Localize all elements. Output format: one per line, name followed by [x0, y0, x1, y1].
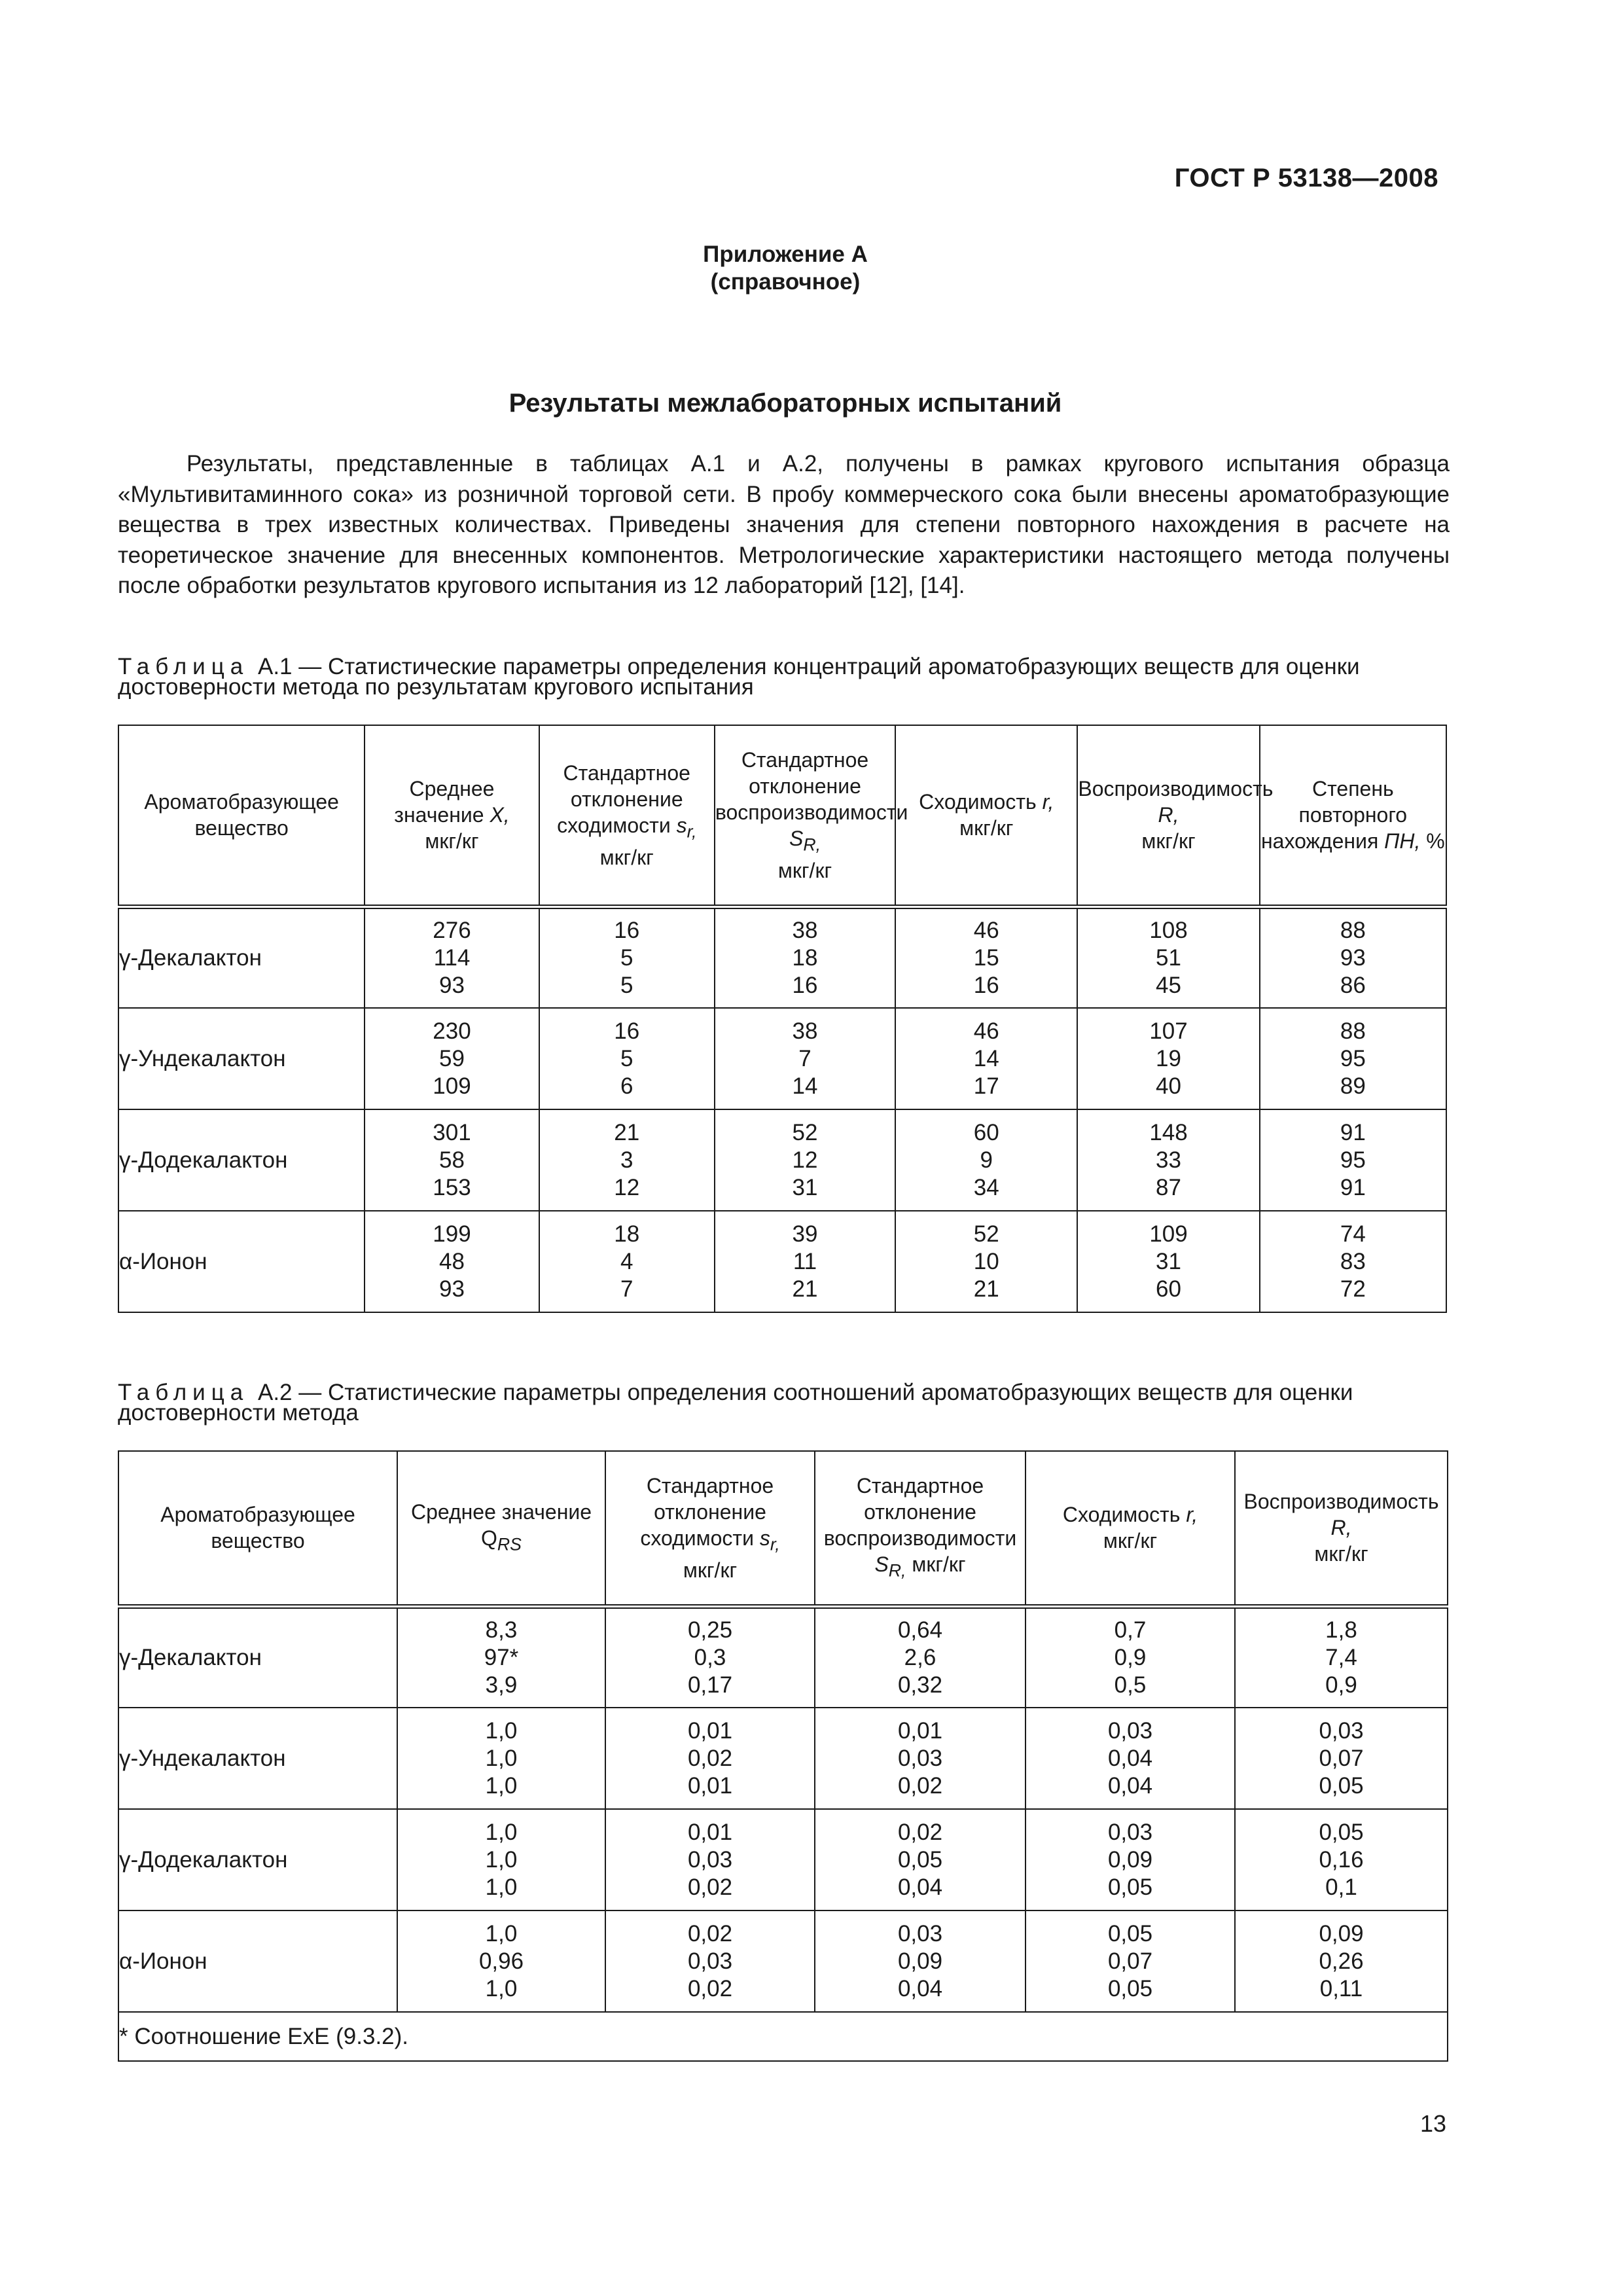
cell-value: 58 [439, 1147, 465, 1173]
substance-name: γ-Додекалактон [118, 1109, 365, 1211]
table1 [118, 725, 1447, 1313]
cell-mean [397, 1910, 605, 2012]
cell-pn [1260, 906, 1446, 1008]
cell-sr [539, 906, 715, 1008]
cell-sr [605, 1606, 815, 1708]
table2-header-row [118, 1451, 1448, 1606]
cell-value: 95 [1340, 1045, 1366, 1071]
table1-header-sR: Стандартное отклонение воспроизводимости $S_{R,}$ мкг/кг [715, 725, 895, 906]
table-row [118, 1606, 1448, 1708]
cell-value: 301 [433, 1119, 471, 1145]
cell-value: 0,02 [687, 1745, 733, 1771]
cell-value: 0,9 [1325, 1672, 1357, 1698]
cell-r [895, 1211, 1077, 1312]
table2-header-substance: Ароматобразующее вещество [118, 1451, 397, 1606]
cell-sR [815, 1910, 1026, 2012]
substance-name: γ-Ундекалактон [118, 1708, 397, 1809]
cell-r [895, 906, 1077, 1008]
cell-value: 18 [792, 944, 818, 971]
cell-value: 0,05 [1319, 1819, 1364, 1845]
cell-value: 0,03 [687, 1948, 733, 1974]
cell-value: 0,96 [478, 1948, 524, 1974]
cell-value: 51 [1156, 944, 1181, 971]
cell-value: 0,02 [687, 1874, 733, 1900]
cell-value: 31 [1156, 1248, 1181, 1274]
table-row [118, 1708, 1448, 1809]
cell-r [895, 1008, 1077, 1109]
cell-R [1235, 1606, 1448, 1708]
cell-sR [815, 1809, 1026, 1910]
appendix-title [0, 241, 1571, 296]
table-row [118, 1211, 1446, 1312]
cell-sR [715, 1008, 895, 1109]
cell-value: 0,1 [1325, 1874, 1357, 1900]
cell-value: 0,09 [1319, 1920, 1364, 1946]
cell-value: 40 [1156, 1073, 1181, 1099]
cell-value: 93 [1340, 944, 1366, 971]
cell-value: 109 [1149, 1221, 1188, 1247]
cell-value: 16 [614, 917, 640, 943]
cell-mean [365, 906, 539, 1008]
cell-value: 0,17 [687, 1672, 733, 1698]
cell-value: 87 [1156, 1174, 1181, 1200]
cell-value: 109 [433, 1073, 471, 1099]
cell-sR [715, 1109, 895, 1211]
cell-value: 0,01 [687, 1772, 733, 1799]
cell-value: 0,32 [897, 1672, 943, 1698]
cell-value: 0,02 [687, 1975, 733, 2001]
cell-value: 0,04 [1107, 1772, 1153, 1799]
table-row [118, 1809, 1448, 1910]
table1-header-R: Воспроизводимость R, мкг/кг [1077, 725, 1259, 906]
cell-value: 5 [620, 944, 633, 971]
cell-value: 60 [1156, 1276, 1181, 1302]
cell-value: 93 [439, 972, 465, 998]
substance-name: γ-Декалактон [118, 1606, 397, 1708]
substance-name: γ-Декалактон [118, 906, 365, 1008]
cell-value: 12 [792, 1147, 818, 1173]
cell-value: 107 [1149, 1018, 1188, 1044]
cell-value: 21 [973, 1276, 999, 1302]
cell-value: 5 [620, 1045, 633, 1071]
cell-mean [397, 1708, 605, 1809]
cell-r [1026, 1809, 1235, 1910]
cell-value: 0,09 [897, 1948, 943, 1974]
cell-value: 95 [1340, 1147, 1366, 1173]
table2-caption [118, 1380, 1450, 1426]
cell-value: 0,05 [1319, 1772, 1364, 1799]
cell-value: 0,03 [687, 1846, 733, 1873]
cell-value: 0,03 [1107, 1717, 1153, 1744]
cell-value: 72 [1340, 1276, 1366, 1302]
cell-r [1026, 1910, 1235, 2012]
cell-pn [1260, 1211, 1446, 1312]
cell-r [1026, 1708, 1235, 1809]
cell-R [1077, 1008, 1259, 1109]
cell-value: 0,02 [897, 1819, 943, 1845]
cell-value: 11 [793, 1248, 817, 1274]
page-number: 13 [1419, 2110, 1446, 2137]
cell-value: 0,03 [1107, 1819, 1153, 1845]
cell-value: 52 [792, 1119, 818, 1145]
table1-label: Таблица [118, 654, 249, 679]
cell-value: 0,04 [897, 1874, 943, 1900]
cell-value: 0,04 [1107, 1745, 1153, 1771]
cell-value: 89 [1340, 1073, 1366, 1099]
cell-value: 0,02 [687, 1920, 733, 1946]
cell-value: 1,0 [485, 1745, 518, 1771]
cell-value: 108 [1149, 917, 1188, 943]
intro-paragraph: Результаты, представленные в таблицах А.1 и А.2, получены в рамках кругового испытания образца «Мультивитаминного сока» из розничной торговой сети. В пробу коммерческого сока были внесены ароматобразующие вещества в трех известных количествах. Приведены значения для степени повторного нахождения в расчете на теоретическое значение для внесенных компонентов. Метрологические характеристики настоящего метода получены после обработки результатов кругового испытания из 12 лабораторий [12], [14]. [118, 451, 1450, 598]
cell-sR [815, 1708, 1026, 1809]
cell-value: 83 [1340, 1248, 1366, 1274]
cell-value: 16 [614, 1018, 640, 1044]
cell-value: 0,3 [694, 1644, 726, 1670]
table1-header-mean: Среднее значение X, мкг/кг [365, 725, 539, 906]
table1-caption-text: А.1 — Статистические параметры определения концентраций ароматобразующих веществ для оценки достоверности метода по результатам кругового испытания [118, 654, 1360, 700]
cell-value: 0,02 [897, 1772, 943, 1799]
cell-value: 93 [439, 1276, 465, 1302]
cell-value: 0,05 [897, 1846, 943, 1873]
table1-header-substance: Ароматобразующее вещество [118, 725, 365, 906]
cell-value: 1,0 [485, 1920, 518, 1946]
table2-header-sR: Стандартное отклонение воспроизводимости $S_{R,}$ мкг/кг [815, 1451, 1026, 1606]
table2-header-sr: Стандартное отклонение сходимости $s_{r,}$ мкг/кг [605, 1451, 815, 1606]
cell-mean [397, 1606, 605, 1708]
cell-value: 153 [433, 1174, 471, 1200]
cell-r [1026, 1606, 1235, 1708]
cell-sr [605, 1809, 815, 1910]
cell-value: 91 [1340, 1119, 1366, 1145]
cell-value: 4 [620, 1248, 633, 1274]
appendix-type: (справочное) [710, 269, 861, 295]
cell-value: 0,07 [1319, 1745, 1364, 1771]
cell-sr [539, 1211, 715, 1312]
cell-value: 14 [973, 1045, 999, 1071]
cell-sr [605, 1910, 815, 2012]
table1-caption [118, 654, 1450, 700]
table2 [118, 1450, 1448, 2062]
cell-value: 2,6 [904, 1644, 936, 1670]
cell-value: 7 [798, 1045, 812, 1071]
cell-value: 31 [792, 1174, 818, 1200]
cell-value: 0,03 [897, 1745, 943, 1771]
cell-value: 88 [1340, 917, 1366, 943]
cell-value: 21 [614, 1119, 640, 1145]
cell-value: 0,64 [897, 1617, 943, 1643]
cell-pn [1260, 1008, 1446, 1109]
cell-value: 0,25 [687, 1617, 733, 1643]
cell-value: 0,01 [687, 1819, 733, 1845]
cell-value: 0,01 [687, 1717, 733, 1744]
appendix-label: Приложение А [703, 242, 868, 267]
cell-value: 1,0 [485, 1975, 518, 2001]
cell-value: 0,03 [1319, 1717, 1364, 1744]
cell-value: 45 [1156, 972, 1181, 998]
cell-pn [1260, 1109, 1446, 1211]
cell-value: 33 [1156, 1147, 1181, 1173]
cell-sr [539, 1109, 715, 1211]
cell-value: 276 [433, 917, 471, 943]
cell-sR [715, 906, 895, 1008]
cell-value: 18 [614, 1221, 640, 1247]
table1-header-row [118, 725, 1446, 906]
cell-value: 38 [792, 1018, 818, 1044]
table2-header-mean: Среднее значение $Q_{RS}$ [397, 1451, 605, 1606]
substance-name: γ-Ундекалактон [118, 1008, 365, 1109]
table1-header-sr: Стандартное отклонение сходимости $s_{r,}$ мкг/кг [539, 725, 715, 906]
cell-value: 46 [973, 917, 999, 943]
table-row [118, 906, 1446, 1008]
cell-R [1235, 1910, 1448, 2012]
cell-value: 0,16 [1319, 1846, 1364, 1873]
cell-value: 3 [620, 1147, 633, 1173]
table2-header-r: Сходимость r, мкг/кг [1026, 1451, 1235, 1606]
cell-R [1077, 906, 1259, 1008]
table2-footnote-row [118, 2012, 1448, 2061]
cell-value: 38 [792, 917, 818, 943]
table1-header-pn: Степень повторного нахождения ПН, % [1260, 725, 1446, 906]
cell-value: 60 [973, 1119, 999, 1145]
cell-R [1077, 1109, 1259, 1211]
cell-value: 9 [980, 1147, 993, 1173]
cell-mean [365, 1109, 539, 1211]
cell-value: 12 [614, 1174, 640, 1200]
cell-sR [715, 1211, 895, 1312]
cell-value: 0,26 [1319, 1948, 1364, 1974]
cell-value: 1,8 [1325, 1617, 1357, 1643]
cell-value: 8,3 [485, 1617, 518, 1643]
cell-value: 86 [1340, 972, 1366, 998]
cell-value: 17 [973, 1073, 999, 1099]
cell-value: 52 [973, 1221, 999, 1247]
cell-value: 114 [433, 944, 471, 971]
cell-sr [539, 1008, 715, 1109]
table2-caption-text: А.2 — Статистические параметры определения соотношений ароматобразующих веществ для оценки достоверности метода [118, 1380, 1353, 1426]
cell-value: 0,09 [1107, 1846, 1153, 1873]
cell-sr [605, 1708, 815, 1809]
section-heading: Результаты межлабораторных испытаний [508, 389, 1062, 418]
cell-value: 0,9 [1114, 1644, 1147, 1670]
cell-value: 34 [973, 1174, 999, 1200]
cell-value: 97* [484, 1644, 519, 1670]
cell-value: 7 [620, 1276, 633, 1302]
cell-mean [365, 1008, 539, 1109]
cell-mean [397, 1809, 605, 1910]
table-row [118, 1109, 1446, 1211]
cell-mean [365, 1211, 539, 1312]
cell-value: 74 [1340, 1221, 1366, 1247]
cell-value: 0,05 [1107, 1920, 1153, 1946]
cell-value: 148 [1149, 1119, 1188, 1145]
table2-label: Таблица [118, 1380, 249, 1405]
cell-value: 16 [792, 972, 818, 998]
cell-value: 1,0 [485, 1874, 518, 1900]
cell-sR [815, 1606, 1026, 1708]
cell-value: 6 [620, 1073, 633, 1099]
substance-name: α-Ионон [118, 1211, 365, 1312]
table-row [118, 1008, 1446, 1109]
table1-header-r: Сходимость r, мкг/кг [895, 725, 1077, 906]
table2-footnote: * Соотношение ExE (9.3.2). [118, 2012, 1448, 2061]
cell-value: 19 [1156, 1045, 1181, 1071]
cell-value: 88 [1340, 1018, 1366, 1044]
substance-name: α-Ионон [118, 1910, 397, 2012]
cell-value: 1,0 [485, 1819, 518, 1845]
cell-value: 0,7 [1114, 1617, 1147, 1643]
cell-value: 0,11 [1319, 1975, 1363, 2001]
cell-value: 10 [973, 1248, 999, 1274]
cell-value: 5 [620, 972, 633, 998]
cell-value: 0,03 [897, 1920, 943, 1946]
cell-value: 199 [433, 1221, 471, 1247]
cell-value: 1,0 [485, 1846, 518, 1873]
cell-value: 7,4 [1325, 1644, 1357, 1670]
cell-value: 0,04 [897, 1975, 943, 2001]
table-row [118, 1910, 1448, 2012]
cell-value: 48 [439, 1248, 465, 1274]
cell-R [1077, 1211, 1259, 1312]
cell-value: 1,0 [485, 1717, 518, 1744]
cell-value: 0,05 [1107, 1975, 1153, 2001]
cell-value: 0,5 [1114, 1672, 1147, 1698]
cell-R [1235, 1809, 1448, 1910]
substance-name: γ-Додекалактон [118, 1809, 397, 1910]
document-code: ГОСТ Р 53138—2008 [1174, 164, 1438, 192]
cell-value: 3,9 [485, 1672, 518, 1698]
cell-value: 46 [973, 1018, 999, 1044]
cell-value: 1,0 [485, 1772, 518, 1799]
cell-value: 15 [973, 944, 999, 971]
cell-R [1235, 1708, 1448, 1809]
cell-value: 59 [439, 1045, 465, 1071]
cell-value: 21 [792, 1276, 818, 1302]
cell-value: 0,07 [1107, 1948, 1153, 1974]
cell-value: 16 [973, 972, 999, 998]
cell-value: 0,01 [897, 1717, 943, 1744]
cell-value: 0,05 [1107, 1874, 1153, 1900]
cell-r [895, 1109, 1077, 1211]
table2-header-R: Воспроизводимость R, мкг/кг [1235, 1451, 1448, 1606]
cell-value: 39 [792, 1221, 818, 1247]
cell-value: 230 [433, 1018, 471, 1044]
cell-value: 91 [1340, 1174, 1366, 1200]
cell-value: 14 [792, 1073, 818, 1099]
